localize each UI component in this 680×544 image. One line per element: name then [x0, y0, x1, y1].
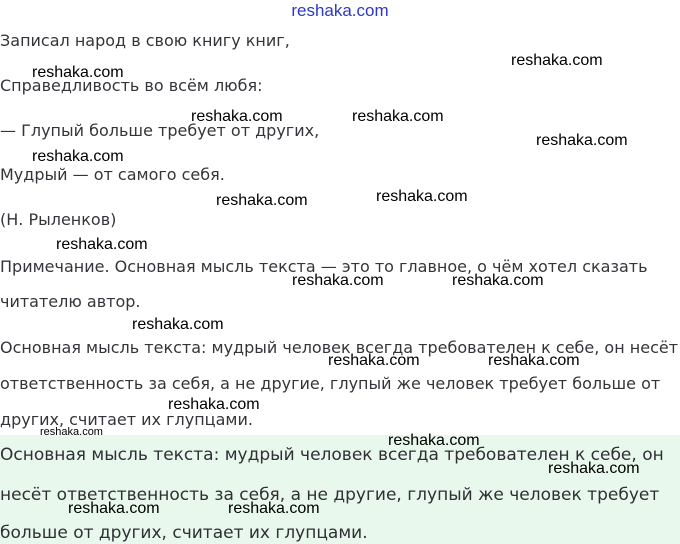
poem-line-1: Записал народ в свою книгу книг,	[0, 31, 290, 50]
statement-line-2: ответственность за себя, а не другие, глупый же человек требует больше от	[0, 374, 661, 393]
watermark: reshaka.com	[548, 460, 640, 477]
watermark: reshaka.com	[132, 316, 224, 333]
watermark: reshaka.com	[191, 108, 283, 125]
note-line-2: читателю автор.	[0, 292, 141, 311]
watermark: reshaka.com	[488, 352, 580, 369]
watermark: reshaka.com	[536, 132, 628, 149]
note-line-1: Примечание. Основная мысль текста — это то главное, о чём хотел сказать	[0, 257, 648, 276]
watermark: reshaka.com	[328, 352, 420, 369]
poem-author: (Н. Рыленков)	[0, 210, 117, 229]
poem-line-3: — Глупый больше требует от других,	[0, 121, 320, 140]
watermark: reshaka.com	[168, 396, 260, 413]
statement-line-1: Основная мысль текста: мудрый человек всегда требователен к себе, он несёт	[0, 338, 679, 357]
answer-line-3: больше от других, считает их глупцами.	[0, 523, 368, 543]
watermark: reshaka.com	[511, 52, 603, 69]
poem-line-2: Справедливость во всём любя:	[0, 76, 263, 95]
watermark: reshaka.com	[352, 108, 444, 125]
answer-highlight-box	[0, 435, 680, 544]
watermark: reshaka.com	[68, 500, 160, 517]
watermark: reshaka.com	[32, 64, 124, 81]
watermark: reshaka.com	[292, 272, 384, 289]
watermark: reshaka.com	[388, 432, 480, 449]
watermark: reshaka.com	[32, 148, 124, 165]
watermark: reshaka.com	[452, 272, 544, 289]
watermark: reshaka.com	[40, 426, 103, 438]
watermark: reshaka.com	[228, 500, 320, 517]
answer-line-1: Основная мысль текста: мудрый человек всегда требователен к себе, он	[0, 445, 664, 465]
site-watermark-header: reshaka.com	[291, 1, 389, 20]
answer-line-2: несёт ответственность за себя, а не другие, глупый же человек требует	[0, 485, 660, 505]
watermark: reshaka.com	[376, 188, 468, 205]
watermark: reshaka.com	[216, 192, 308, 209]
watermark: reshaka.com	[56, 236, 148, 253]
poem-line-4: Мудрый — от самого себя.	[0, 165, 225, 184]
statement-line-3: других, считает их глупцами.	[0, 410, 253, 429]
